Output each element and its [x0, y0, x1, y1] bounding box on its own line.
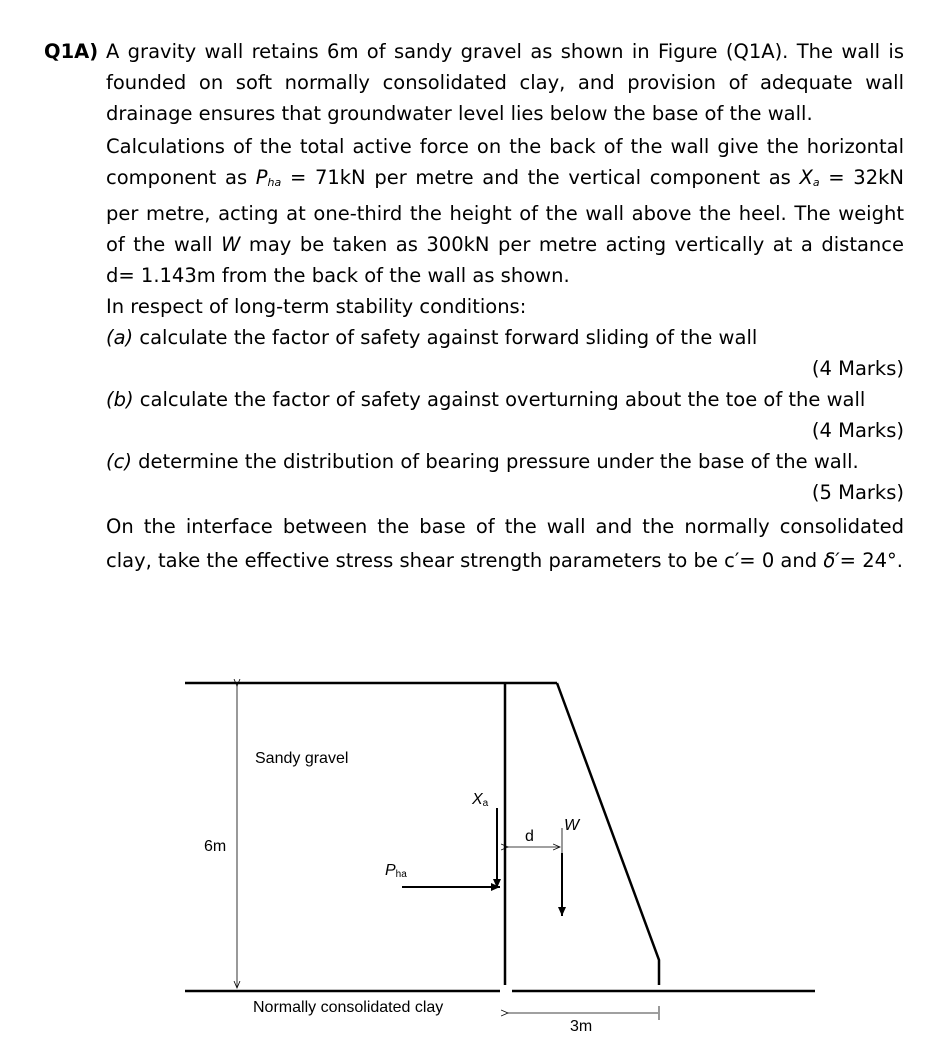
xa-symbol: $X_a$	[799, 166, 820, 189]
pha-symbol: $P_{ha}$	[255, 166, 282, 189]
part-b-marks: (4 Marks)	[811, 419, 904, 442]
base-label: 3m	[570, 1018, 593, 1035]
xa-label: Xa	[472, 791, 489, 809]
w-symbol: W	[221, 233, 241, 256]
height-label: 6m	[204, 838, 227, 855]
delta-symbol: δ′	[823, 549, 840, 572]
part-a-marks: (4 Marks)	[811, 357, 904, 380]
intro-paragraph-2: Calculations of the total active force on the back of the wall give the horizontal component as $P_{ha} = 71kN$ per metre and the vertical component as $X_a = 32kN$ per metre, acting at one-third the height of the wall above the heel. The weight of the wall W may be taken as 300kN per metre acting vertically at a distance d= 1.143m from the back of the wall as shown.	[106, 135, 904, 287]
wall-front-face	[557, 683, 659, 985]
d-label: d	[525, 828, 534, 845]
question-label: Q1A)	[44, 40, 99, 63]
part-a: (a) calculate the factor of safety against forward sliding of the wall	[106, 326, 758, 349]
conditions-line: In respect of long-term stability conditions:	[106, 295, 527, 318]
soil-label: Sandy gravel	[255, 750, 349, 767]
intro-paragraph-1: A gravity wall retains 6m of sandy gravel as shown in Figure (Q1A). The wall is founded on soft normally consolidated clay, and provision of adequate wall drainage ensures that groundwater level lies below the base of the wall.	[106, 40, 904, 125]
part-c-marks: (5 Marks)	[811, 481, 904, 504]
part-c: (c) determine the distribution of bearing pressure under the base of the wall.	[106, 450, 859, 473]
clay-label: Normally consolidated clay	[253, 999, 444, 1016]
pha-label: Pha	[385, 862, 407, 880]
closing-paragraph: On the interface between the base of the wall and the normally consolidated clay, take the effective stress shear strength parameters to be c′= 0 and δ′= 24°.	[106, 515, 904, 572]
w-label: W	[564, 817, 580, 834]
part-b: (b) calculate the factor of safety against overturning about the toe of the wall	[106, 388, 866, 411]
